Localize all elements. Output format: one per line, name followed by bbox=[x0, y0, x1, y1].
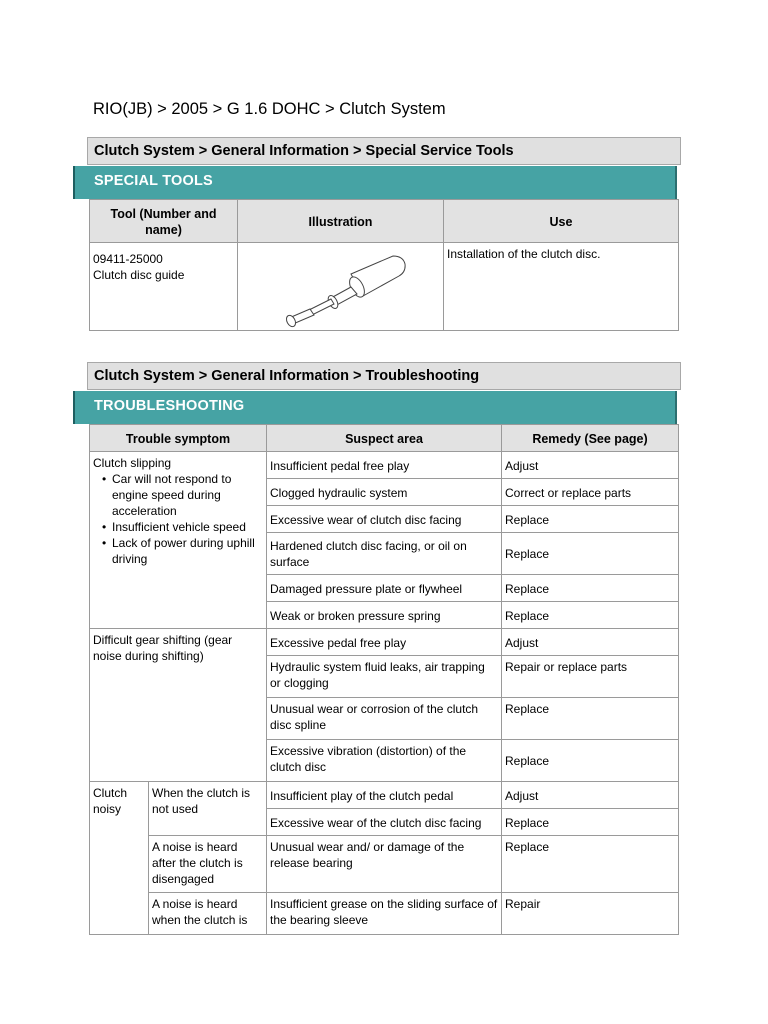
list-item: • Lack of power during uphill driving bbox=[102, 535, 263, 567]
symptom-cell bbox=[90, 629, 267, 782]
table-row bbox=[90, 629, 679, 656]
table-row bbox=[90, 836, 679, 893]
column-header: Illustration bbox=[238, 200, 444, 243]
tool-name: Clutch disc guide bbox=[93, 268, 185, 282]
troubleshooting-header-row bbox=[90, 425, 679, 452]
special-tools-breadcrumb: Clutch System > General Information > Special Service Tools bbox=[87, 137, 681, 165]
suspect-cell: Insufficient pedal free play bbox=[267, 452, 502, 479]
special-tools-table bbox=[89, 199, 679, 331]
list-item: • Insufficient vehicle speed bbox=[102, 519, 263, 535]
remedy-cell: Replace bbox=[502, 575, 679, 602]
suspect-cell: Excessive wear of the clutch disc facing bbox=[267, 809, 502, 836]
suspect-cell: Insufficient play of the clutch pedal bbox=[267, 782, 502, 809]
remedy-cell: Replace bbox=[502, 836, 679, 893]
page-title: RIO(JB) > 2005 > G 1.6 DOHC > Clutch System bbox=[93, 100, 446, 118]
special-tools-header-row bbox=[90, 200, 679, 243]
remedy-cell: Adjust bbox=[502, 782, 679, 809]
remedy-cell: Replace bbox=[502, 740, 679, 782]
symptom-cell bbox=[90, 782, 149, 935]
tool-number: 09411-25000 bbox=[93, 252, 163, 266]
table-row bbox=[90, 243, 679, 331]
suspect-cell: Weak or broken pressure spring bbox=[267, 602, 502, 629]
suspect-cell: Unusual wear or corrosion of the clutch disc spline bbox=[267, 698, 502, 740]
table-row bbox=[90, 782, 679, 809]
suspect-cell: Hydraulic system fluid leaks, air trapping or clogging bbox=[267, 656, 502, 698]
remedy-cell: Replace bbox=[502, 809, 679, 836]
troubleshooting-breadcrumb: Clutch System > General Information > Troubleshooting bbox=[87, 362, 681, 390]
remedy-cell: Adjust bbox=[502, 629, 679, 656]
suspect-cell: Excessive vibration (distortion) of the clutch disc bbox=[267, 740, 502, 782]
remedy-cell: Replace bbox=[502, 602, 679, 629]
symptom-detail-list bbox=[93, 471, 263, 567]
table-row bbox=[90, 452, 679, 479]
column-header: Remedy (See page) bbox=[502, 425, 679, 452]
symptom-title: Clutch slipping bbox=[93, 456, 172, 470]
remedy-cell: Correct or replace parts bbox=[502, 479, 679, 506]
troubleshooting-table bbox=[89, 424, 679, 935]
column-header: Use bbox=[444, 200, 679, 243]
use-cell: Installation of the clutch disc. bbox=[444, 243, 679, 331]
suspect-cell: Excessive wear of clutch disc facing bbox=[267, 506, 502, 533]
condition-cell: When the clutch is not used bbox=[149, 782, 267, 836]
column-header: Tool (Number and name) bbox=[90, 200, 238, 243]
remedy-cell: Repair bbox=[502, 893, 679, 935]
suspect-cell: Damaged pressure plate or flywheel bbox=[267, 575, 502, 602]
condition-cell: A noise is heard after the clutch is disengaged bbox=[149, 836, 267, 893]
symptom-title: Clutch noisy bbox=[93, 786, 128, 816]
list-item: • Car will not respond to engine speed during acceleration bbox=[102, 471, 263, 519]
suspect-cell: Clogged hydraulic system bbox=[267, 479, 502, 506]
suspect-cell: Insufficient grease on the sliding surface of the bearing sleeve bbox=[267, 893, 502, 935]
clutch-disc-guide-illustration bbox=[271, 252, 411, 328]
remedy-cell: Repair or replace parts bbox=[502, 656, 679, 698]
column-header: Suspect area bbox=[267, 425, 502, 452]
special-tools-heading: SPECIAL TOOLS bbox=[73, 166, 677, 199]
remedy-cell: Replace bbox=[502, 533, 679, 575]
troubleshooting-heading: TROUBLESHOOTING bbox=[73, 391, 677, 424]
column-header: Trouble symptom bbox=[90, 425, 267, 452]
symptom-cell bbox=[90, 452, 267, 629]
remedy-cell: Adjust bbox=[502, 452, 679, 479]
remedy-cell: Replace bbox=[502, 698, 679, 740]
suspect-cell: Hardened clutch disc facing, or oil on surface bbox=[267, 533, 502, 575]
illustration-cell bbox=[238, 243, 444, 331]
remedy-cell: Replace bbox=[502, 506, 679, 533]
suspect-cell: Unusual wear and/ or damage of the release bearing bbox=[267, 836, 502, 893]
suspect-cell: Excessive pedal free play bbox=[267, 629, 502, 656]
tool-cell bbox=[90, 243, 238, 331]
condition-cell: A noise is heard when the clutch is bbox=[149, 893, 267, 935]
table-row bbox=[90, 893, 679, 935]
symptom-title: Difficult gear shifting (gear noise during shifting) bbox=[93, 633, 233, 663]
